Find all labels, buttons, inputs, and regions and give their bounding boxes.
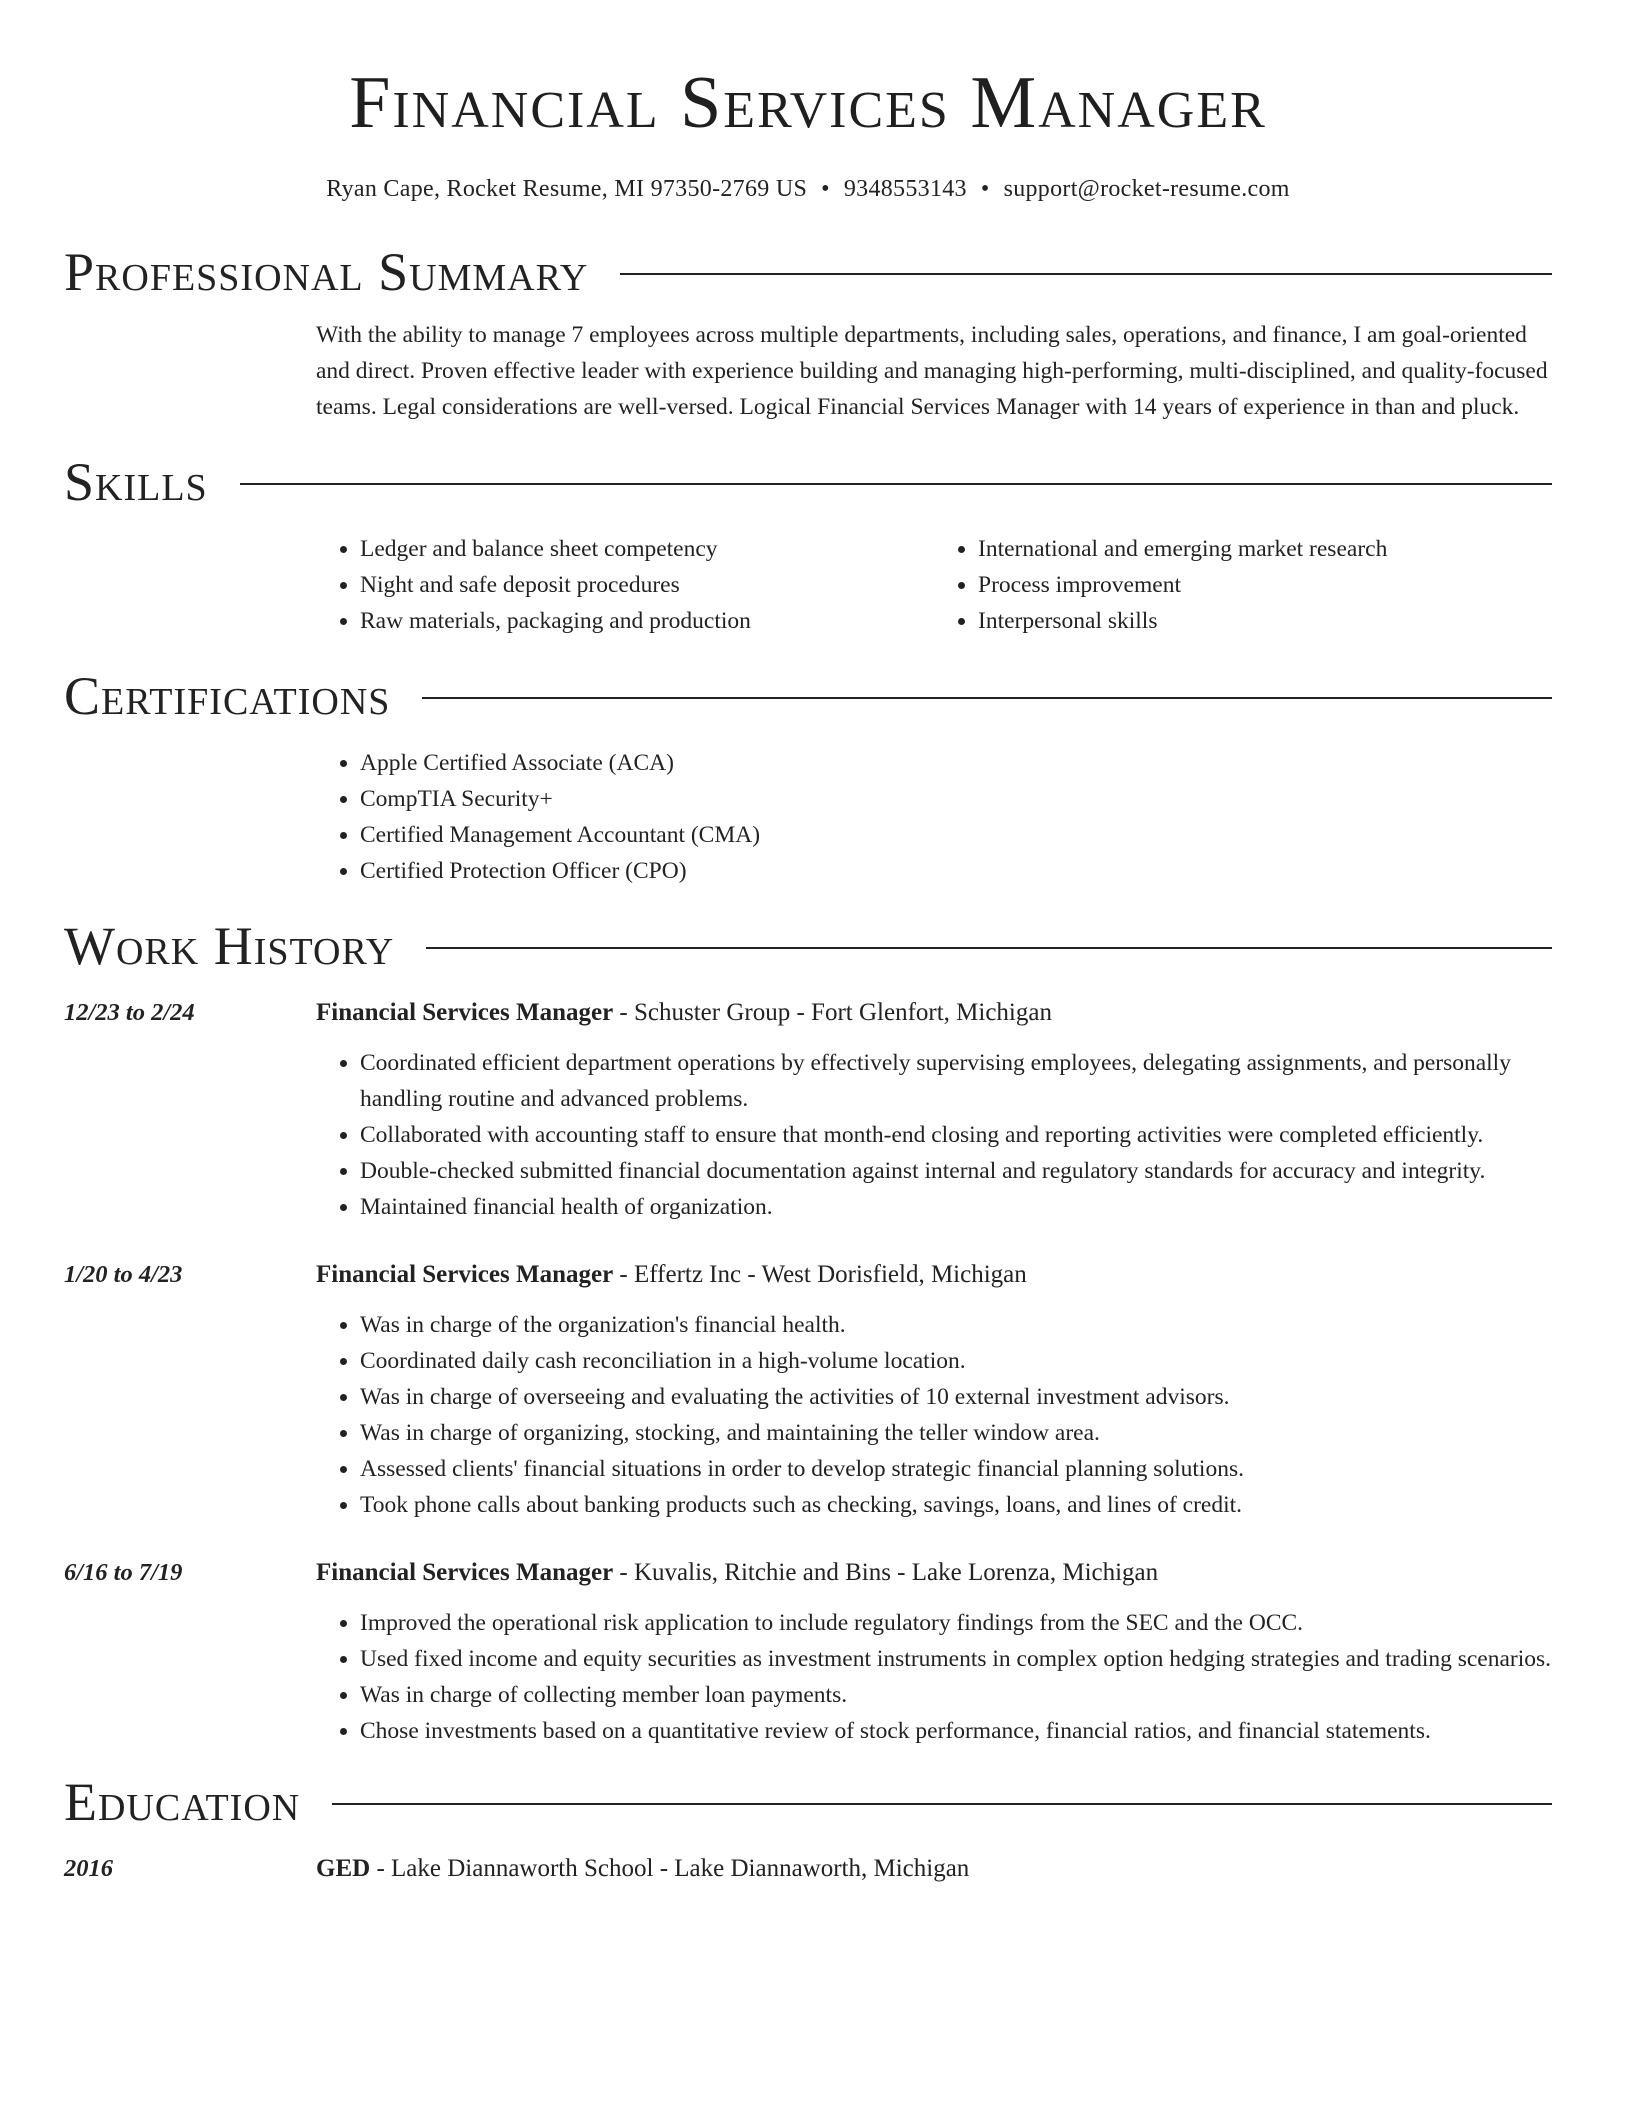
job-bullet: • Was in charge of the organization's financial health. xyxy=(360,1307,1552,1343)
job-bullets xyxy=(316,1045,1552,1225)
summary-heading: Professional Summary xyxy=(64,242,589,302)
contact-address: Ryan Cape, Rocket Resume, MI 97350-2769 US xyxy=(326,176,808,202)
skills-column-left xyxy=(316,531,934,639)
job-title: Financial Services Manager xyxy=(316,1261,614,1288)
skills-column-right xyxy=(934,531,1552,639)
certification-item: • Certified Management Accountant (CMA) xyxy=(360,817,1552,853)
job-dates: 1/20 to 4/23 xyxy=(64,1261,183,1288)
job-employer: - Effertz Inc - West Dorisfield, Michigan xyxy=(613,1261,1027,1288)
page-title: Financial Services Manager xyxy=(349,62,1267,144)
job-bullet: • Maintained financial health of organization. xyxy=(360,1189,1552,1225)
education-year: 2016 xyxy=(64,1855,113,1882)
section-divider xyxy=(332,1803,1552,1805)
job-content xyxy=(316,1555,1552,1749)
job-bullet: • Was in charge of overseeing and evaluating the activities of 10 external investment advisors. xyxy=(360,1379,1552,1415)
section-divider xyxy=(240,483,1552,485)
certifications-list xyxy=(316,745,1552,889)
contact-email: support@rocket-resume.com xyxy=(1003,176,1290,202)
skill-item: • Ledger and balance sheet competency xyxy=(360,531,934,567)
job-entry xyxy=(64,1257,1552,1523)
education-heading-line xyxy=(316,1851,1552,1887)
job-bullet: • Coordinated efficient department operations by effectively supervising employees, delegating assignments, and personally handling routine and advanced problems. xyxy=(360,1045,1552,1117)
skill-item: • Night and safe deposit procedures xyxy=(360,567,934,603)
job-bullet: • Collaborated with accounting staff to ensure that month-end closing and reporting activities were completed efficiently. xyxy=(360,1117,1552,1153)
job-title: Financial Services Manager xyxy=(316,1559,614,1586)
job-content xyxy=(316,995,1552,1225)
section-divider xyxy=(620,273,1552,275)
job-content xyxy=(316,1257,1552,1523)
section-divider xyxy=(422,697,1552,699)
job-bullet: • Improved the operational risk application to include regulatory findings from the SEC and the OCC. xyxy=(360,1605,1552,1641)
job-title: Financial Services Manager xyxy=(316,999,614,1026)
education-content xyxy=(316,1851,1552,1887)
education-school: - Lake Diannaworth School - Lake Diannaworth, Michigan xyxy=(370,1855,970,1882)
skill-item: • International and emerging market research xyxy=(978,531,1552,567)
contact-phone: 9348553143 xyxy=(843,176,967,202)
certifications-section-header xyxy=(64,665,1552,727)
certification-item: • Certified Protection Officer (CPO) xyxy=(360,853,1552,889)
job-entry xyxy=(64,1555,1552,1749)
section-divider xyxy=(426,947,1552,949)
certifications-heading: Certifications xyxy=(64,666,391,726)
certifications-bullets xyxy=(316,745,1552,889)
job-bullet: • Chose investments based on a quantitative review of stock performance, financial ratios, and financial statements. xyxy=(360,1713,1552,1749)
skill-item: • Interpersonal skills xyxy=(978,603,1552,639)
summary-section-header xyxy=(64,241,1552,303)
education-entry xyxy=(64,1851,1552,1887)
skill-item: • Process improvement xyxy=(978,567,1552,603)
job-heading xyxy=(316,995,1552,1031)
job-entry xyxy=(64,995,1552,1225)
certification-item: • Apple Certified Associate (ACA) xyxy=(360,745,1552,781)
job-bullet: • Was in charge of organizing, stocking, and maintaining the teller window area. xyxy=(360,1415,1552,1451)
job-bullet: • Double-checked submitted financial documentation against internal and regulatory standards for accuracy and integrity. xyxy=(360,1153,1552,1189)
education-section-header xyxy=(64,1771,1552,1833)
job-bullets xyxy=(316,1605,1552,1749)
summary-text: With the ability to manage 7 employees across multiple departments, including sales, operations, and finance, I am goal-oriented and direct. Proven effective leader with experience building and managing high-performing, multi-disciplined, and quality-focused teams. Legal considerations are well-versed. Logical Financial Services Manager with 14 years of experience in than and pluck. xyxy=(316,322,1548,420)
job-heading xyxy=(316,1257,1552,1293)
job-employer: - Schuster Group - Fort Glenfort, Michigan xyxy=(613,999,1052,1026)
job-employer: - Kuvalis, Ritchie and Bins - Lake Lorenza, Michigan xyxy=(613,1559,1159,1586)
job-bullet: • Assessed clients' financial situations in order to develop strategic financial planning solutions. xyxy=(360,1451,1552,1487)
job-bullet: • Coordinated daily cash reconciliation in a high-volume location. xyxy=(360,1343,1552,1379)
contact-separator: • xyxy=(980,176,990,202)
work-section-header xyxy=(64,915,1552,977)
contact-line xyxy=(64,176,1552,203)
education-heading: Education xyxy=(64,1772,301,1832)
skill-item: • Raw materials, packaging and production xyxy=(360,603,934,639)
job-dates: 12/23 to 2/24 xyxy=(64,999,195,1026)
skills-section-header xyxy=(64,451,1552,513)
work-heading: Work History xyxy=(64,916,395,976)
job-dates: 6/16 to 7/19 xyxy=(64,1559,183,1586)
certification-item: • CompTIA Security+ xyxy=(360,781,1552,817)
job-bullet: • Used fixed income and equity securities as investment instruments in complex option hedging strategies and trading scenarios. xyxy=(360,1641,1552,1677)
job-bullet: • Took phone calls about banking products such as checking, savings, loans, and lines of credit. xyxy=(360,1487,1552,1523)
job-heading xyxy=(316,1555,1552,1591)
skills-heading: Skills xyxy=(64,452,208,512)
skills-list xyxy=(316,531,1552,639)
job-bullet: • Was in charge of collecting member loan payments. xyxy=(360,1677,1552,1713)
education-degree: GED xyxy=(316,1855,371,1882)
job-bullets xyxy=(316,1307,1552,1523)
contact-separator: • xyxy=(821,176,830,202)
